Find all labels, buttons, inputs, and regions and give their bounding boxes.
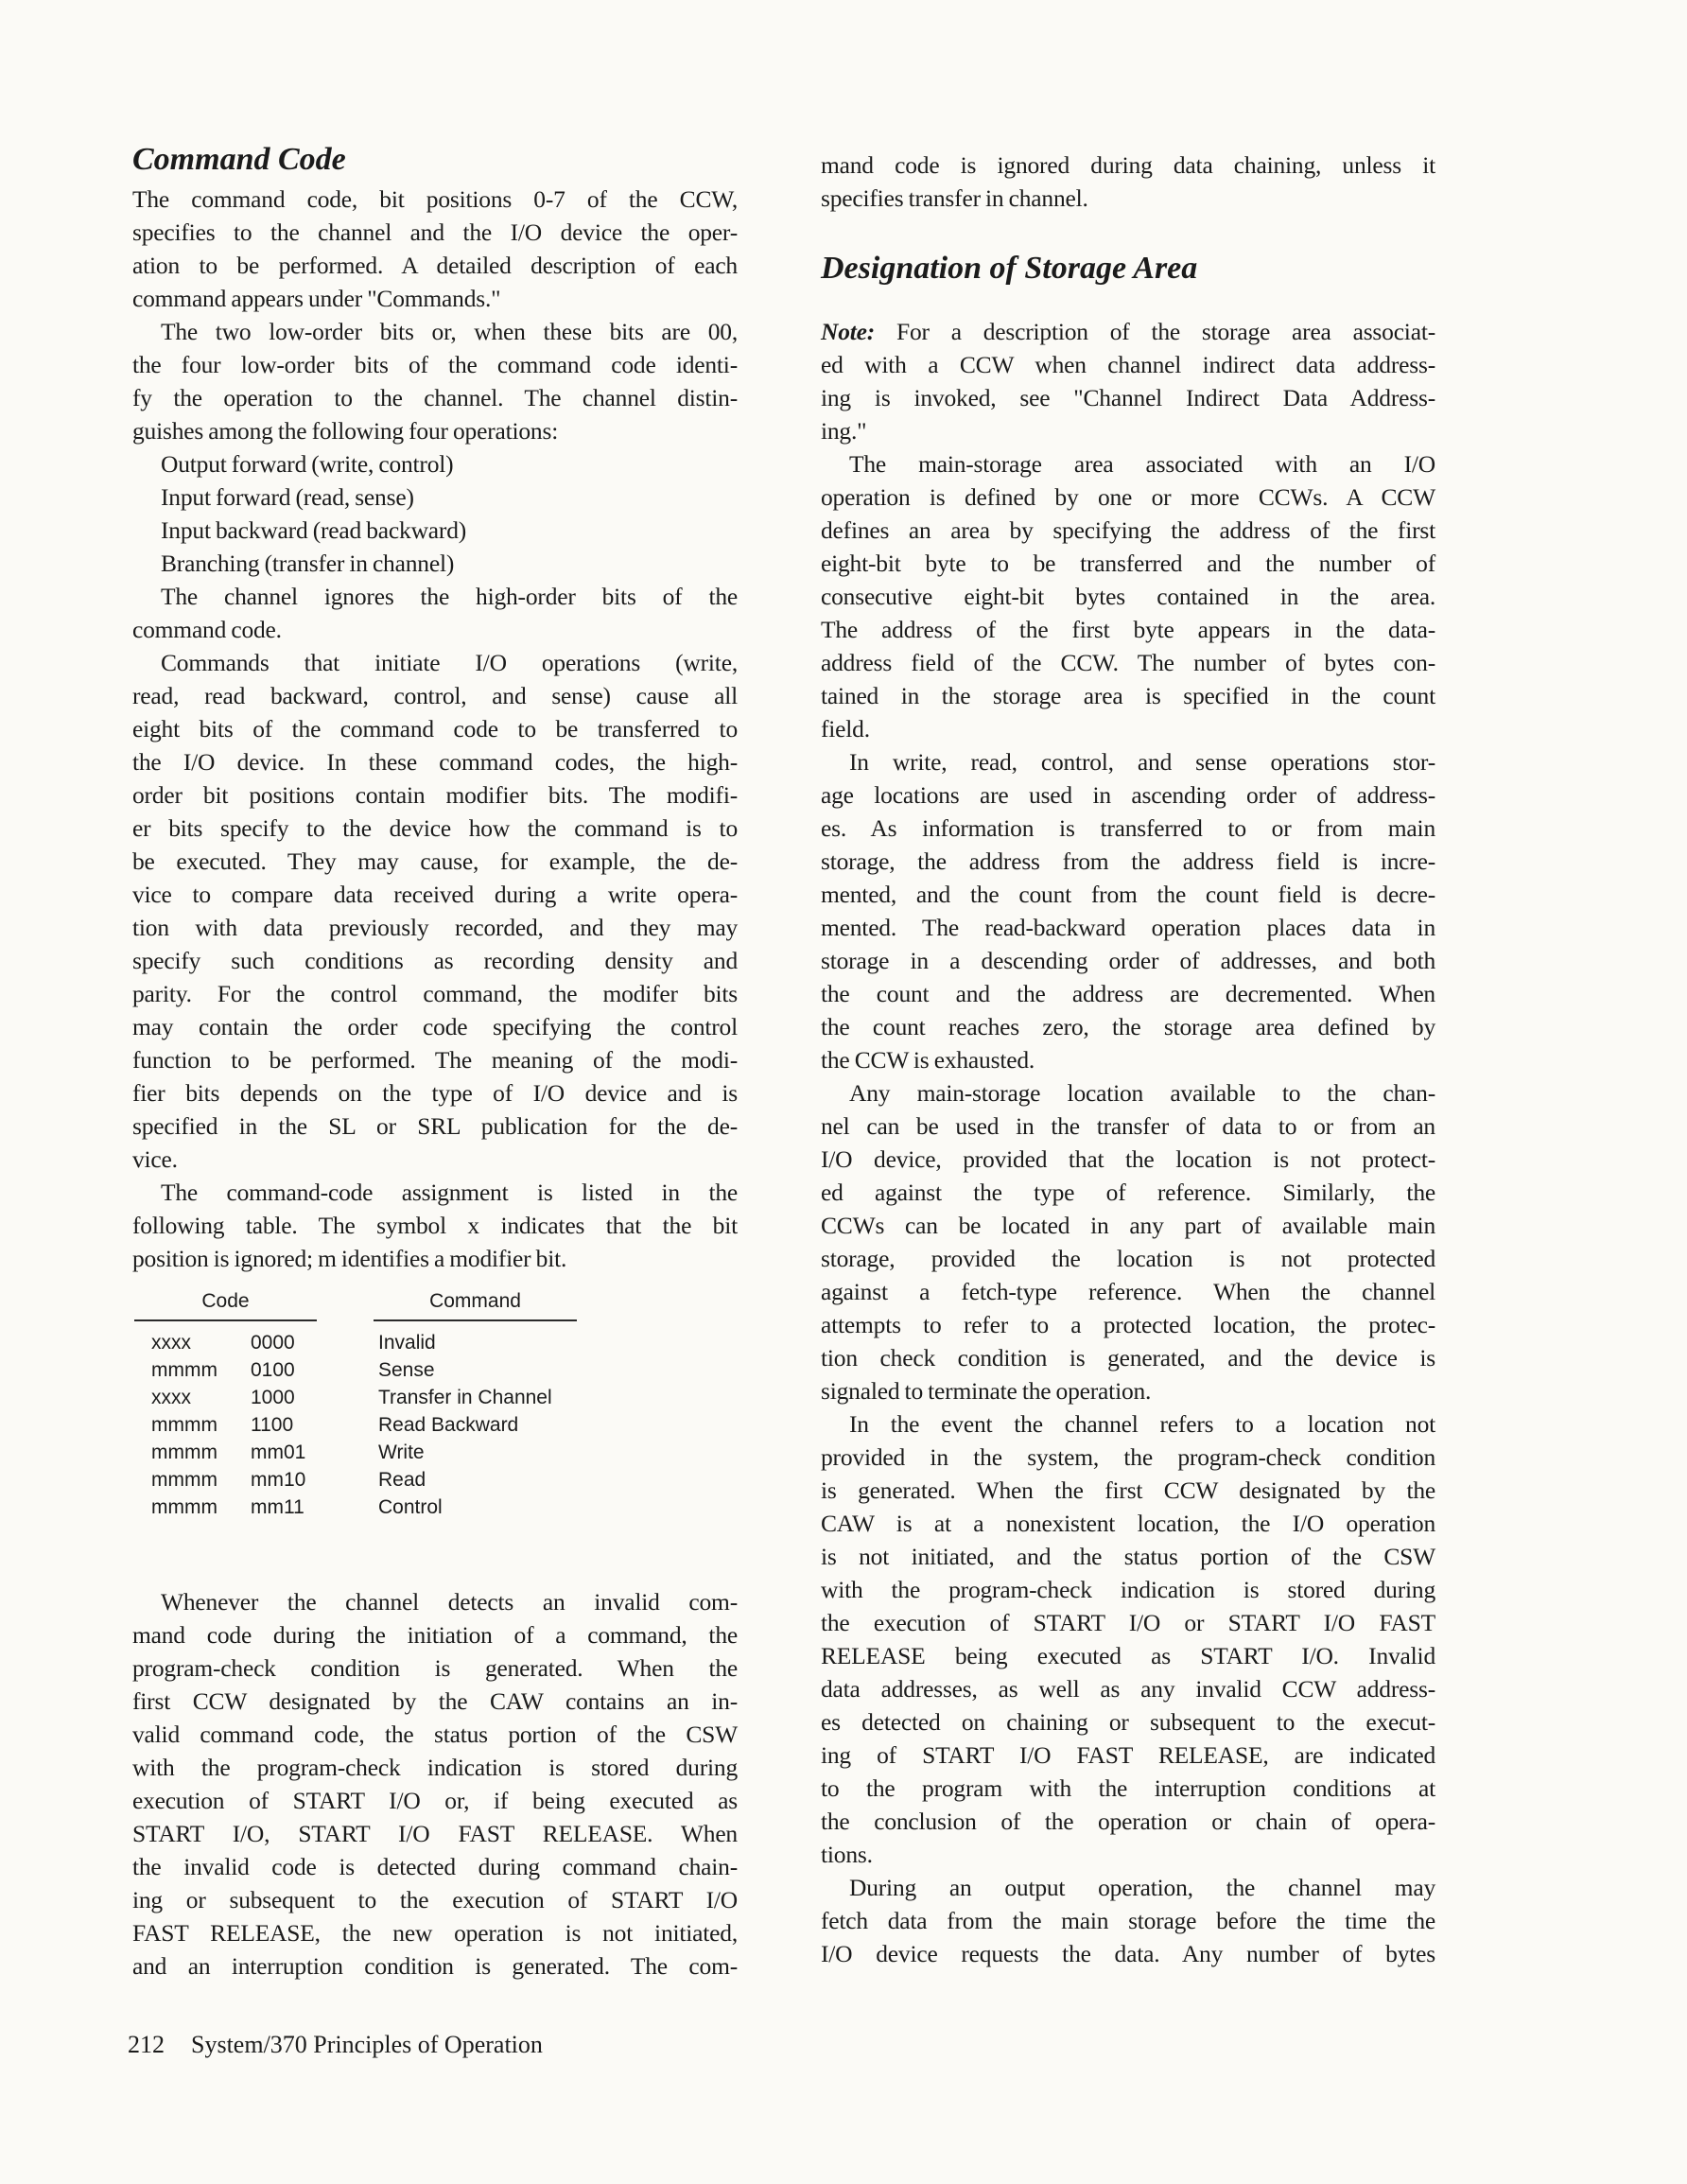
text-line: first CCW designated by the CAW contains an in-: [132, 1687, 738, 1715]
paragraph-command-code-assignment: [132, 1176, 738, 1275]
text-line: the four low-order bits of the command code identi-: [132, 351, 738, 378]
paragraph-note: [821, 315, 1435, 447]
text-line: consecutive eight-bit bytes contained in the area.: [821, 583, 1435, 610]
text-line: is not initiated, and the status portion of the CSW: [821, 1543, 1435, 1570]
text-line: I/O device, provided that the location is not protect-: [821, 1145, 1435, 1173]
text-line: the count reaches zero, the storage area defined by: [821, 1013, 1435, 1040]
table-row: [132, 1439, 738, 1466]
page-footer: [128, 2031, 543, 2059]
table-cell: 0100: [251, 1359, 295, 1381]
paragraph-modifier-bits: [132, 646, 738, 1176]
text-line: guishes among the following four operations:: [132, 417, 559, 445]
text-line: fetch data from the main storage before the time the: [821, 1907, 1435, 1934]
text-line: defines an area by specifying the address of the first: [821, 516, 1435, 544]
text-line: es detected on chaining or subsequent to the execut-: [821, 1708, 1435, 1736]
text-line: Whenever the channel detects an invalid com-: [161, 1588, 738, 1616]
text-line: mented, and the count from the count field is decre-: [821, 881, 1435, 908]
table-cell: xxxx: [151, 1332, 191, 1354]
text-line: vice.: [132, 1145, 178, 1173]
text-line: function to be performed. The meaning of the modi-: [132, 1046, 738, 1074]
table-header-command: Command: [374, 1290, 577, 1321]
table-row: [132, 1329, 738, 1356]
paragraph-high-order-bits: [132, 580, 738, 646]
section-heading-designation-of-storage-area: Designation of Storage Area: [821, 251, 1198, 286]
table-cell: Read: [378, 1469, 426, 1491]
text-line: to the program with the interruption conditions at: [821, 1774, 1435, 1802]
section-heading-command-code: Command Code: [132, 142, 346, 177]
text-line: is generated. When the first CCW designated by the: [821, 1476, 1435, 1504]
text-line: data addresses, as well as any invalid CCW address-: [821, 1675, 1435, 1703]
note-label: Note:: [821, 318, 876, 345]
text-line: attempts to refer to a protected location, the protec-: [821, 1311, 1435, 1338]
table-row: [132, 1356, 738, 1384]
text-line: ing or subsequent to the execution of START I/O: [132, 1886, 738, 1913]
text-line: storage in a descending order of addresses, and both: [821, 947, 1435, 974]
text-line: ing of START I/O FAST RELEASE, are indicated: [821, 1741, 1435, 1769]
table-cell: Read Backward: [378, 1414, 519, 1436]
text-line: and an interruption condition is generated. The com-: [132, 1952, 738, 1980]
text-line: I/O device requests the data. Any number of bytes: [821, 1940, 1435, 1967]
table-cell: mmmm: [151, 1414, 217, 1436]
paragraph-output-operation: [821, 1871, 1435, 1970]
table-cell: 1100: [251, 1414, 294, 1436]
text-line: the conclusion of the operation or chain of opera-: [821, 1808, 1435, 1835]
left-column: [132, 142, 738, 1983]
text-line: Any main-storage location available to the chan-: [849, 1079, 1435, 1107]
text-line: The command-code assignment is listed in the: [161, 1179, 738, 1206]
paragraph-command-code-intro: [132, 183, 738, 315]
operation-list: [132, 447, 738, 580]
paragraph-main-storage-area: [821, 447, 1435, 745]
text-line: parity. For the control command, the modifer bits: [132, 980, 738, 1007]
text-line: program-check condition is generated. When the: [132, 1654, 738, 1682]
table-cell: mm01: [251, 1441, 306, 1463]
text-line: age locations are used in ascending order of address-: [821, 781, 1435, 809]
command-code-table-body: [132, 1329, 738, 1521]
text-line: operation is defined by one or more CCWs. A CCW: [821, 483, 1435, 511]
table-cell: mm11: [251, 1496, 304, 1518]
right-column: [821, 149, 1435, 1970]
text-line: es. As information is transferred to or from main: [821, 814, 1435, 842]
table-row: [132, 1411, 738, 1439]
text-line: following table. The symbol x indicates that the bit: [132, 1212, 738, 1239]
note-first-line: [821, 315, 1435, 348]
text-line: mand code during the initiation of a command, the: [132, 1621, 738, 1649]
text-line: fy the operation to the channel. The channel distin-: [132, 384, 738, 411]
table-row: [132, 1466, 738, 1494]
text-line: read, read backward, control, and sense) cause all: [132, 682, 738, 709]
table-row: [132, 1384, 738, 1411]
table-cell: xxxx: [151, 1387, 191, 1408]
text-line: Commands that initiate I/O operations (write,: [161, 649, 738, 676]
text-line: command appears under "Commands.": [132, 285, 501, 312]
text-line: the I/O device. In these command codes, the high-: [132, 748, 738, 776]
text-line: command code.: [132, 616, 282, 643]
text-line: The main-storage area associated with an I/O: [849, 450, 1435, 478]
text-line: eight bits of the command code to be transferred to: [132, 715, 738, 743]
footer-book-title: System/370 Principles of Operation: [191, 2031, 543, 2058]
text-line: Input forward (read, sense): [161, 483, 414, 511]
text-line: field.: [821, 715, 870, 743]
text-line: START I/O, START I/O FAST RELEASE. When: [132, 1820, 738, 1847]
text-line: During an output operation, the channel may: [849, 1874, 1435, 1901]
table-cell: mmmm: [151, 1496, 217, 1518]
text-line: storage, the address from the address field is incre-: [821, 847, 1435, 875]
text-line: ed against the type of reference. Similarly, the: [821, 1179, 1435, 1206]
text-line: specify such conditions as recording density and: [132, 947, 738, 974]
paragraph-invalid-command-continued: [821, 149, 1435, 215]
page-number: 212: [128, 2031, 165, 2058]
text-line: address field of the CCW. The number of bytes con-: [821, 649, 1435, 676]
paragraph-low-order-bits: [132, 315, 738, 447]
text-line: CCWs can be located in any part of available main: [821, 1212, 1435, 1239]
text-line: may contain the order code specifying the control: [132, 1013, 738, 1040]
text-line: specifies transfer in channel.: [821, 184, 1088, 212]
text-line: execution of START I/O or, if being executed as: [132, 1787, 738, 1814]
text-line: order bit positions contain modifier bits. The modifi-: [132, 781, 738, 809]
table-cell: Transfer in Channel: [378, 1387, 552, 1408]
text-line: tions.: [821, 1841, 873, 1868]
text-line: ing.": [821, 417, 867, 445]
table-cell: Invalid: [378, 1332, 436, 1354]
table-header-code: Code: [134, 1290, 317, 1321]
text-line: vice to compare data received during a write opera-: [132, 881, 738, 908]
text-line: The command code, bit positions 0-7 of the CCW,: [132, 185, 738, 213]
table-cell: mmmm: [151, 1469, 217, 1491]
text-line: mented. The read-backward operation places data in: [821, 914, 1435, 941]
text-line: valid command code, the status portion of the CSW: [132, 1721, 738, 1748]
text-line: Output forward (write, control): [161, 450, 454, 478]
text-line: Branching (transfer in channel): [161, 550, 455, 577]
text-line: the CCW is exhausted.: [821, 1046, 1035, 1074]
text-line: The address of the first byte appears in the data-: [821, 616, 1435, 643]
text-line: tion check condition is generated, and the device is: [821, 1344, 1435, 1372]
table-cell: mmmm: [151, 1359, 217, 1381]
text-line: specifies to the channel and the I/O device the oper-: [132, 218, 738, 246]
text-line: with the program-check indication is stored during: [821, 1576, 1435, 1603]
command-code-table: [132, 1290, 738, 1521]
text-line: the count and the address are decremented. When: [821, 980, 1435, 1007]
text-line: signaled to terminate the operation.: [821, 1377, 1152, 1405]
text-line: with the program-check indication is stored during: [132, 1754, 738, 1781]
table-cell: 0000: [251, 1332, 295, 1354]
paragraph-invalid-command: [132, 1585, 738, 1983]
text-line: mand code is ignored during data chaining, unless it: [821, 151, 1435, 179]
table-cell: mm10: [251, 1469, 306, 1491]
text-line: In write, read, control, and sense operations stor-: [849, 748, 1435, 776]
text-line: ed with a CCW when channel indirect data address-: [821, 351, 1435, 378]
paragraph-nonexistent-location: [821, 1407, 1435, 1871]
table-cell: 1000: [251, 1387, 295, 1408]
text-line: be executed. They may cause, for example, the de-: [132, 847, 738, 875]
text-line: provided in the system, the program-check condition: [821, 1443, 1435, 1471]
paragraph-storage-location-available: [821, 1076, 1435, 1407]
text-line: RELEASE being executed as START I/O. Invalid: [821, 1642, 1435, 1669]
text-line: tion with data previously recorded, and they may: [132, 914, 738, 941]
text-line: ation to be performed. A detailed description of each: [132, 252, 738, 279]
text-line: eight-bit byte to be transferred and the number of: [821, 550, 1435, 577]
text-line: Input backward (read backward): [161, 516, 467, 544]
text-line: against a fetch-type reference. When the channel: [821, 1278, 1435, 1305]
table-cell: Write: [378, 1441, 425, 1463]
text-line: FAST RELEASE, the new operation is not initiated,: [132, 1919, 738, 1947]
text-line: er bits specify to the device how the command is to: [132, 814, 738, 842]
text-line: fier bits depends on the type of I/O device and is: [132, 1079, 738, 1107]
text-line: The two low-order bits or, when these bits are 00,: [161, 318, 738, 345]
text-line: nel can be used in the transfer of data to or from an: [821, 1112, 1435, 1140]
table-row: [132, 1494, 738, 1521]
command-code-table-header: [132, 1290, 738, 1321]
note-first-line-text: For a description of the storage area associat-: [896, 318, 1435, 345]
text-line: position is ignored; m identifies a modifier bit.: [132, 1245, 567, 1272]
text-line: CAW is at a nonexistent location, the I/O operation: [821, 1510, 1435, 1537]
text-line: tained in the storage area is specified in the count: [821, 682, 1435, 709]
text-line: The channel ignores the high-order bits of the: [161, 583, 738, 610]
table-cell: mmmm: [151, 1441, 217, 1463]
text-line: specified in the SL or SRL publication for the de-: [132, 1112, 738, 1140]
text-line: storage, provided the location is not protected: [821, 1245, 1435, 1272]
text-line: the execution of START I/O or START I/O FAST: [821, 1609, 1435, 1636]
text-line: In the event the channel refers to a location not: [849, 1410, 1435, 1438]
table-cell: Sense: [378, 1359, 435, 1381]
text-line: ing is invoked, see "Channel Indirect Data Address-: [821, 384, 1435, 411]
paragraph-ascending-order: [821, 745, 1435, 1076]
table-cell: Control: [378, 1496, 443, 1518]
text-line: the invalid code is detected during command chain-: [132, 1853, 738, 1880]
